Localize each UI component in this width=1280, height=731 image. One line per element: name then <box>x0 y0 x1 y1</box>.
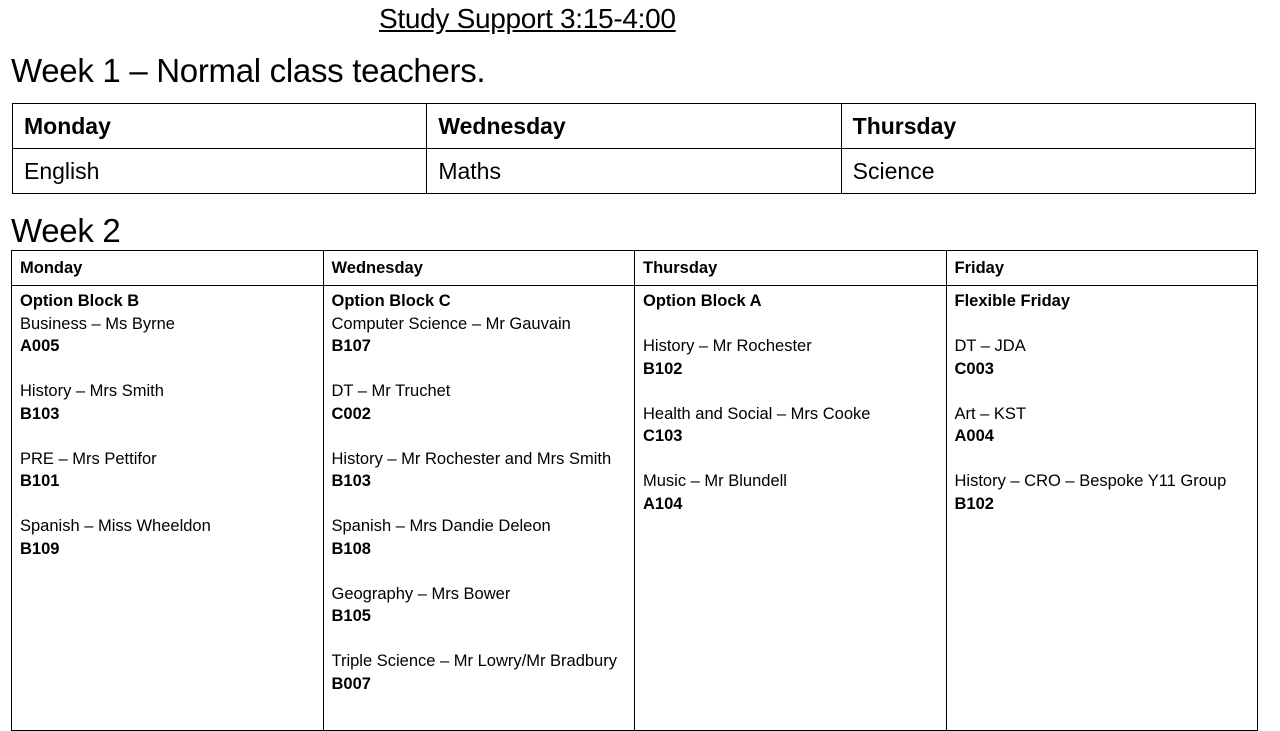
week2-column-friday <box>946 286 1258 731</box>
entry-room: B007 <box>331 674 371 693</box>
page-title: Study Support 3:15-4:00 <box>379 3 676 34</box>
week1-subject-wednesday: Maths <box>427 149 841 194</box>
entry-room: B101 <box>20 472 60 490</box>
entry-room: B107 <box>331 337 371 355</box>
week2-heading: Week 2 <box>11 212 121 249</box>
week2-day-friday: Friday <box>946 251 1258 286</box>
entry-subject: Music – Mr Blundell <box>643 472 787 490</box>
week2-column-wednesday <box>323 286 635 731</box>
week1-header-row <box>13 104 1256 149</box>
entry-room: B102 <box>954 494 994 513</box>
entry-subject: History – Mrs Smith <box>20 382 164 400</box>
entry-subject: Spanish – Mrs Dandie Deleon <box>331 517 551 535</box>
week1-subject-thursday: Science <box>841 149 1255 194</box>
week2-column-monday <box>12 286 324 731</box>
option-block-label: Option Block B <box>20 292 140 310</box>
entry-subject: PRE – Mrs Pettifor <box>20 449 157 468</box>
entry-room: A005 <box>20 337 60 355</box>
entry-room: B108 <box>331 539 371 558</box>
week2-day-monday: Monday <box>12 251 324 286</box>
entry-subject: Geography – Mrs Bower <box>331 584 511 603</box>
week2-body-row <box>12 286 1258 731</box>
option-block-label: Option Block A <box>643 292 762 310</box>
week1-subject-monday: English <box>13 149 427 194</box>
option-block-label: Option Block C <box>331 292 451 310</box>
week1-subject-row <box>13 149 1256 194</box>
week1-heading: Week 1 – Normal class teachers. <box>11 52 486 89</box>
entry-subject: Business – Ms Byrne <box>20 314 175 333</box>
entry-room: B103 <box>20 404 60 423</box>
week2-day-thursday: Thursday <box>635 251 947 286</box>
week2-table <box>11 250 1258 731</box>
entry-subject: Health and Social – Mrs Cooke <box>643 404 871 423</box>
week1-day-thursday: Thursday <box>841 104 1255 149</box>
entry-subject: Spanish – Miss Wheeldon <box>20 517 211 535</box>
entry-room: C002 <box>331 404 371 423</box>
entry-subject: DT – Mr Truchet <box>331 382 451 400</box>
week1-day-monday: Monday <box>13 104 427 149</box>
entry-room: A004 <box>954 427 994 445</box>
week2-day-wednesday: Wednesday <box>323 251 635 286</box>
entry-room: B105 <box>331 607 371 625</box>
entry-subject: Computer Science – Mr Gauvain <box>331 314 571 333</box>
entry-room: B103 <box>331 472 371 490</box>
week1-day-wednesday: Wednesday <box>427 104 841 149</box>
option-block-label: Flexible Friday <box>954 292 1071 310</box>
entry-subject: History – CRO – Bespoke Y11 Group <box>954 472 1227 490</box>
week1-table <box>12 103 1256 194</box>
entry-room: C103 <box>643 427 683 445</box>
entry-subject: History – Mr Rochester and Mrs Smith <box>331 449 612 468</box>
entry-subject: DT – JDA <box>954 337 1026 355</box>
entry-subject: History – Mr Rochester <box>643 337 812 355</box>
entry-room: B102 <box>643 359 683 378</box>
entry-subject: Art – KST <box>954 404 1027 423</box>
entry-room: B109 <box>20 539 60 558</box>
entry-room: C003 <box>954 359 994 378</box>
entry-subject: Triple Science – Mr Lowry/Mr Bradbury <box>331 652 617 670</box>
entry-room: A104 <box>643 494 683 513</box>
week2-header-row <box>12 251 1258 286</box>
week2-column-thursday <box>635 286 947 731</box>
